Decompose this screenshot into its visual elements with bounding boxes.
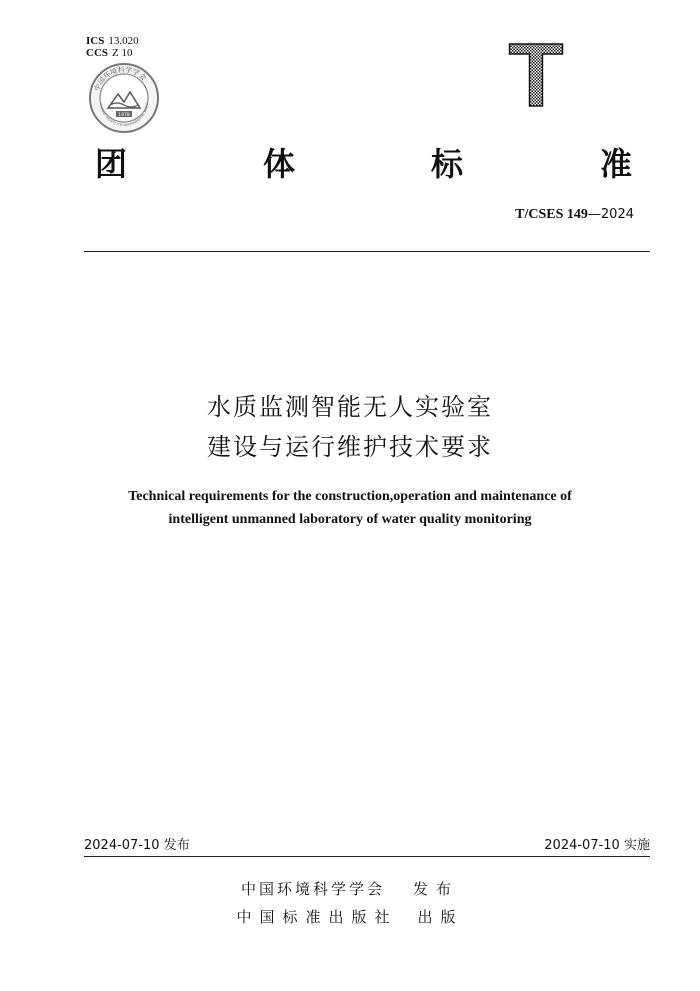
title-en-line-2: intelligent unmanned laboratory of water quality monitoring bbox=[168, 512, 532, 527]
title-en-line-1: Technical requirements for the construction,operation and maintenance of bbox=[128, 489, 572, 504]
society-seal-logo bbox=[88, 62, 160, 134]
ccs-code: Z 10 bbox=[112, 47, 133, 59]
issue-date bbox=[84, 834, 190, 853]
ics-row bbox=[86, 35, 139, 47]
standard-number-year: —2024 bbox=[587, 207, 634, 222]
press-row bbox=[0, 906, 700, 927]
effective-date-value: 2024-07-10 bbox=[544, 838, 620, 853]
standard-number-prefix: T/CSES 149 bbox=[515, 207, 588, 222]
standard-type-title bbox=[95, 143, 640, 185]
ics-code: 13.020 bbox=[108, 35, 139, 47]
seal-org-text: 中国环境科学学会 bbox=[93, 65, 148, 93]
type-char-2: 体 bbox=[263, 145, 296, 183]
top-divider bbox=[84, 251, 650, 252]
ccs-row bbox=[86, 47, 139, 59]
publisher-name: 中国环境科学学会 bbox=[240, 880, 385, 898]
effective-date-label: 实施 bbox=[623, 838, 650, 853]
type-char-4: 准 bbox=[600, 145, 633, 183]
seal-year: 1978 bbox=[118, 113, 130, 118]
publisher-role: 发布 bbox=[413, 880, 460, 898]
press-role: 出版 bbox=[417, 908, 464, 926]
bottom-divider bbox=[84, 856, 650, 857]
type-char-3: 标 bbox=[431, 145, 464, 183]
effective-date bbox=[544, 834, 650, 853]
ics-label: ICS bbox=[86, 35, 105, 47]
standard-number bbox=[515, 207, 634, 223]
ccs-label: CCS bbox=[86, 47, 109, 59]
publisher-row bbox=[0, 878, 700, 899]
classification-codes bbox=[86, 35, 139, 59]
title-zh-line-2: 建设与运行维护技术要求 bbox=[207, 433, 493, 461]
standard-type-letter-mark bbox=[506, 38, 566, 110]
issue-date-value: 2024-07-10 bbox=[84, 838, 160, 853]
press-name: 中国标准出版社 bbox=[236, 908, 398, 926]
type-letter-t: T bbox=[508, 38, 564, 110]
title-zh-line-1: 水质监测智能无人实验室 bbox=[207, 393, 493, 421]
type-char-1: 团 bbox=[95, 145, 128, 183]
seal-sub-text: CHINESE SOCIETY FOR ENVIRONMENTAL SCIENC bbox=[99, 101, 150, 128]
issue-date-label: 发布 bbox=[163, 838, 190, 853]
